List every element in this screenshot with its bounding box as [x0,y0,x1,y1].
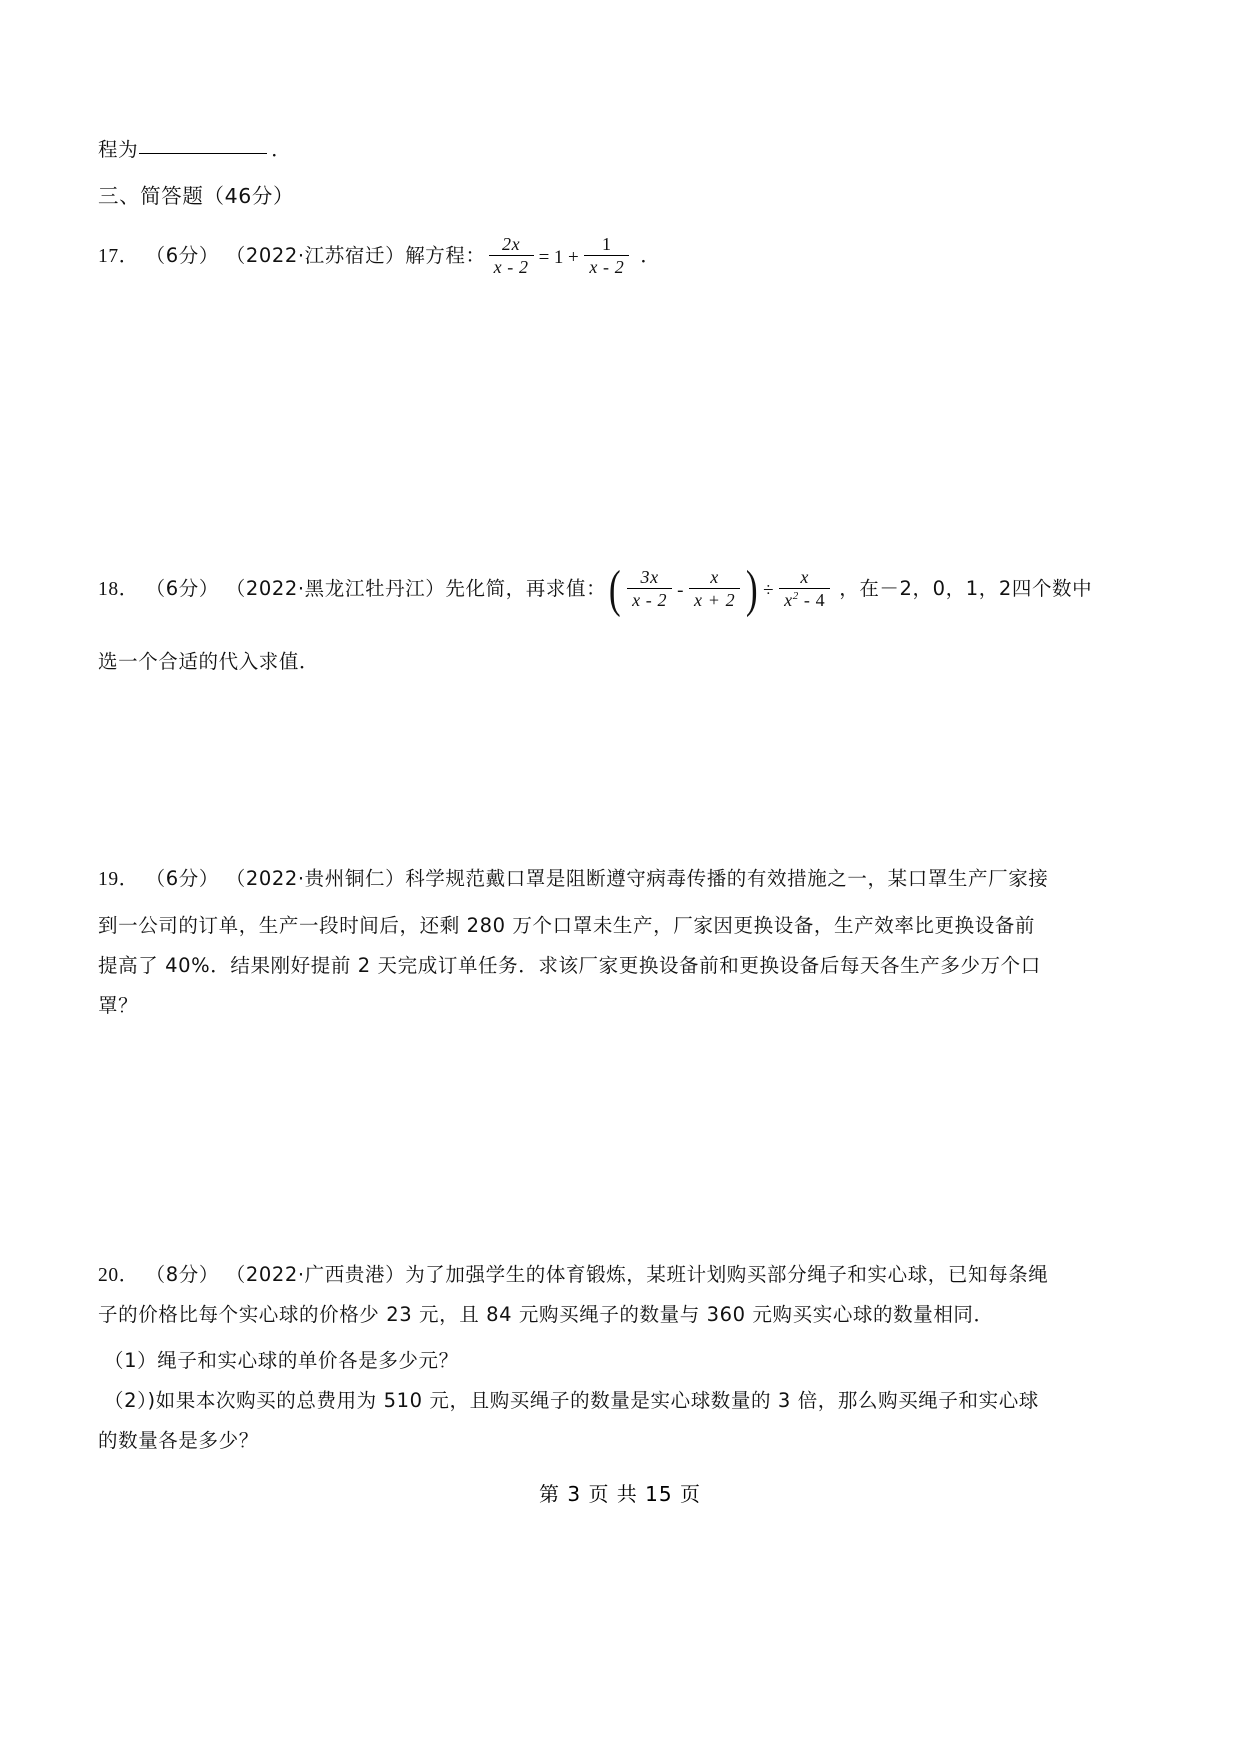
problem-20-subquestion-2-line-2 [98,1417,1158,1464]
numerator: 1 [602,234,612,255]
denominator [779,588,830,611]
numerator: 3x [640,567,659,588]
fraction-x-over-x-plus-2 [689,567,740,611]
carryover-line [98,126,798,173]
problem-20-points: （8分） [145,1263,219,1286]
denominator-base: x [784,590,793,611]
problem-18-expression [606,560,833,618]
fraction-2x-over-x-minus-2 [489,234,534,278]
close-paren: ) [746,560,759,618]
equals-sign: = [538,246,550,268]
problem-20-source: （2022·广西贵港） [225,1263,406,1286]
problem-19-text-4: 罩？ [98,994,139,1017]
problem-18-number: 18． [98,579,139,600]
problem-20-text-2: 子的价格比每个实心球的价格少 23 元，且 84 元购买绳子的数量与 360 元购买实心球的数量相同． [98,1303,994,1326]
minus-sign: - [677,579,685,601]
numerator: x [800,567,809,588]
subquestion-1-label: （1） [104,1349,158,1372]
subquestion-2-label: （2） [104,1389,148,1412]
problem-20-line-2 [98,1291,1158,1338]
one-term: 1 [553,246,565,268]
denominator-rest: - 4 [798,590,826,611]
subquestion-2-text: )如果本次购买的总费用为 510 元，且购买绳子的数量是实心球数量的 3 倍，那么购买绳子和实心球 [147,1389,1039,1412]
problem-18-points: （6分） [145,577,219,600]
problem-19-text-2: 到一公司的订单，生产一段时间后，还剩 280 万个口罩未生产，厂家因更换设备，生产效率比更换设备前 [98,914,1036,937]
problem-17-source: （2022·江苏宿迁） [225,244,406,267]
problem-17-points: （6分） [145,244,219,267]
denominator: x + 2 [689,588,740,611]
problem-17 [98,232,1148,281]
page-number-text: 第 3 页 共 15 页 [539,1482,701,1506]
denominator-exponent: 2 [792,590,799,603]
denominator: x - 2 [627,588,672,611]
problem-19-line-1 [98,855,1158,903]
problem-18-line2-text: 选一个合适的代入求值． [98,650,320,673]
open-paren: ( [609,560,622,618]
problem-17-prompt: 解方程： [405,244,486,267]
problem-18-source: （2022·黑龙江牡丹江） [225,577,446,600]
subquestion-2-text-2: 的数量各是多少？ [98,1429,259,1452]
problem-17-number: 17． [98,246,139,267]
denominator: x - 2 [584,255,629,278]
problem-20-number: 20． [98,1265,139,1286]
fill-in-blank[interactable] [139,153,267,154]
fraction-1-over-x-minus-2 [584,234,629,278]
problem-18-tail: ，在－2，0，1，2四个数中 [839,577,1093,600]
problem-19-source: （2022·贵州铜仁） [225,867,406,890]
problem-18-line2 [98,638,1148,685]
section-heading [98,173,798,220]
problem-17-tail: ． [640,244,661,267]
fraction-3x-over-x-minus-2 [627,567,672,611]
fraction-x-over-x-squared-minus-4 [779,567,830,611]
problem-20-text-1: 为了加强学生的体育锻炼，某班计划购买部分绳子和实心球，已知每条绳 [405,1263,1049,1286]
problem-19-text-3: 提高了 40%．结果刚好提前 2 天完成订单任务．求该厂家更换设备前和更换设备后每天各生产多少万个口 [98,954,1041,977]
subquestion-1-text: 绳子和实心球的单价各是多少元？ [157,1349,459,1372]
divide-sign: ÷ [763,579,775,601]
problem-18-prompt: 先化简，再求值： [445,577,607,600]
section-heading-text: 三、简答题（46分） [98,184,295,208]
problem-19-points: （6分） [145,867,219,890]
denominator: x - 2 [489,255,534,278]
problem-17-equation [486,232,633,280]
carryover-suffix: ． [271,138,292,161]
problem-19-text-1: 科学规范戴口罩是阻断遵守病毒传播的有效措施之一，某口罩生产厂家接 [405,867,1049,890]
page-footer [0,1478,1240,1507]
problem-19-number: 19． [98,869,139,890]
carryover-prefix: 程为 [98,138,139,161]
problem-19-line-4 [98,982,1158,1029]
problem-18 [98,560,1148,618]
plus-sign: + [568,246,580,268]
numerator: 2x [501,234,521,255]
numerator: x [710,567,719,588]
